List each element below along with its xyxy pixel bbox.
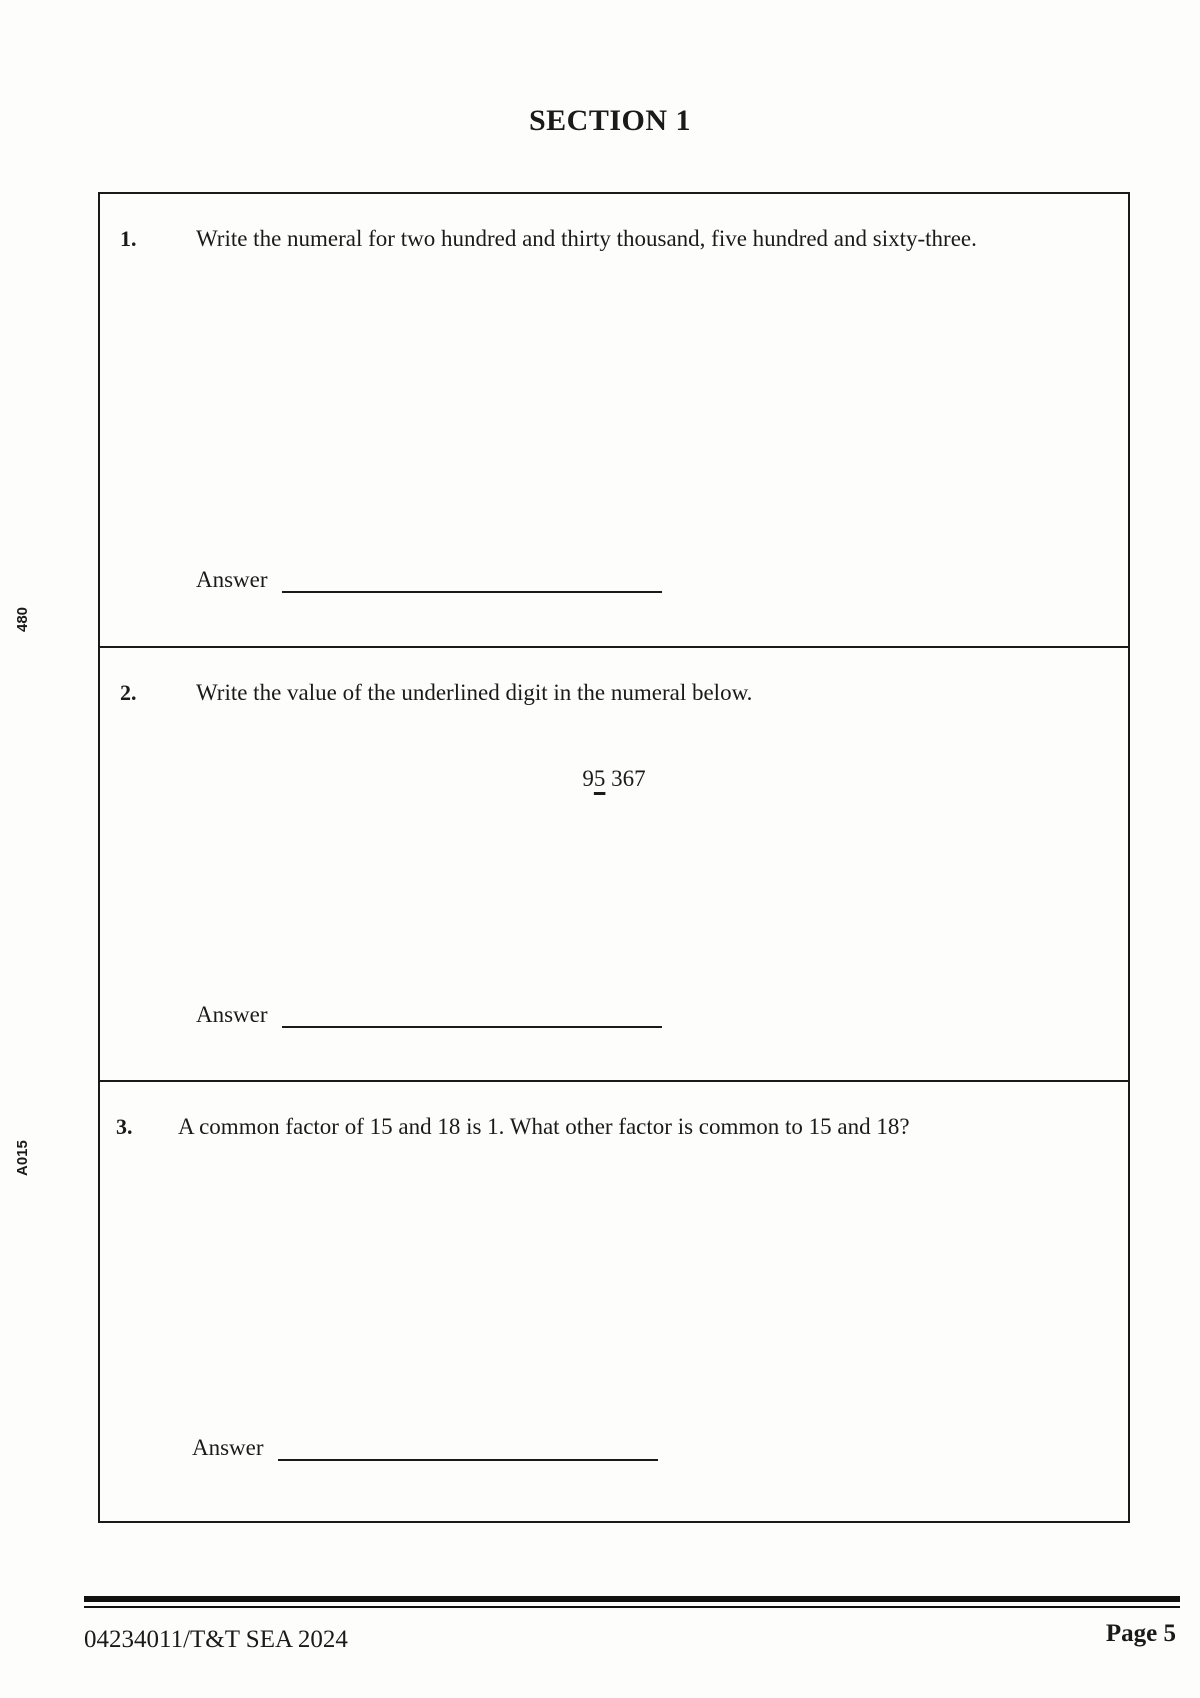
question-3 (100, 1080, 1128, 1523)
answer-row (196, 1002, 662, 1028)
answer-line[interactable] (282, 569, 662, 593)
answer-label: Answer (192, 1435, 264, 1460)
numeral-display (100, 766, 1128, 792)
question-text: A common factor of 15 and 18 is 1. What other factor is common to 15 and 18? (178, 1114, 910, 1139)
margin-code-bottom: A015 (14, 1140, 31, 1176)
question-number: 3. (116, 1114, 133, 1139)
underlined-digit: 5 (593, 766, 606, 791)
answer-row (192, 1435, 658, 1461)
question-text: Write the numeral for two hundred and thirty thousand, five hundred and sixty-three. (196, 226, 977, 251)
question-number: 1. (120, 226, 137, 251)
answer-label: Answer (196, 567, 268, 592)
numeral-part: 367 (605, 766, 646, 791)
question-1 (100, 194, 1128, 646)
numeral-part: 9 (582, 766, 594, 791)
answer-line[interactable] (282, 1004, 662, 1028)
footer-rule-thin (84, 1606, 1180, 1608)
question-text: Write the value of the underlined digit in the numeral below. (196, 680, 753, 705)
answer-label: Answer (196, 1002, 268, 1027)
answer-line[interactable] (278, 1437, 658, 1461)
answer-row (196, 567, 662, 593)
footer-rule (84, 1596, 1180, 1602)
margin-code-top: 480 (14, 606, 31, 632)
question-box (98, 192, 1130, 1523)
footer-code: 04234011/T&T SEA 2024 (84, 1626, 348, 1653)
section-title: SECTION 1 (528, 104, 692, 137)
question-number: 2. (120, 680, 137, 705)
question-2 (100, 646, 1128, 1080)
page-number: Page 5 (1105, 1620, 1176, 1647)
